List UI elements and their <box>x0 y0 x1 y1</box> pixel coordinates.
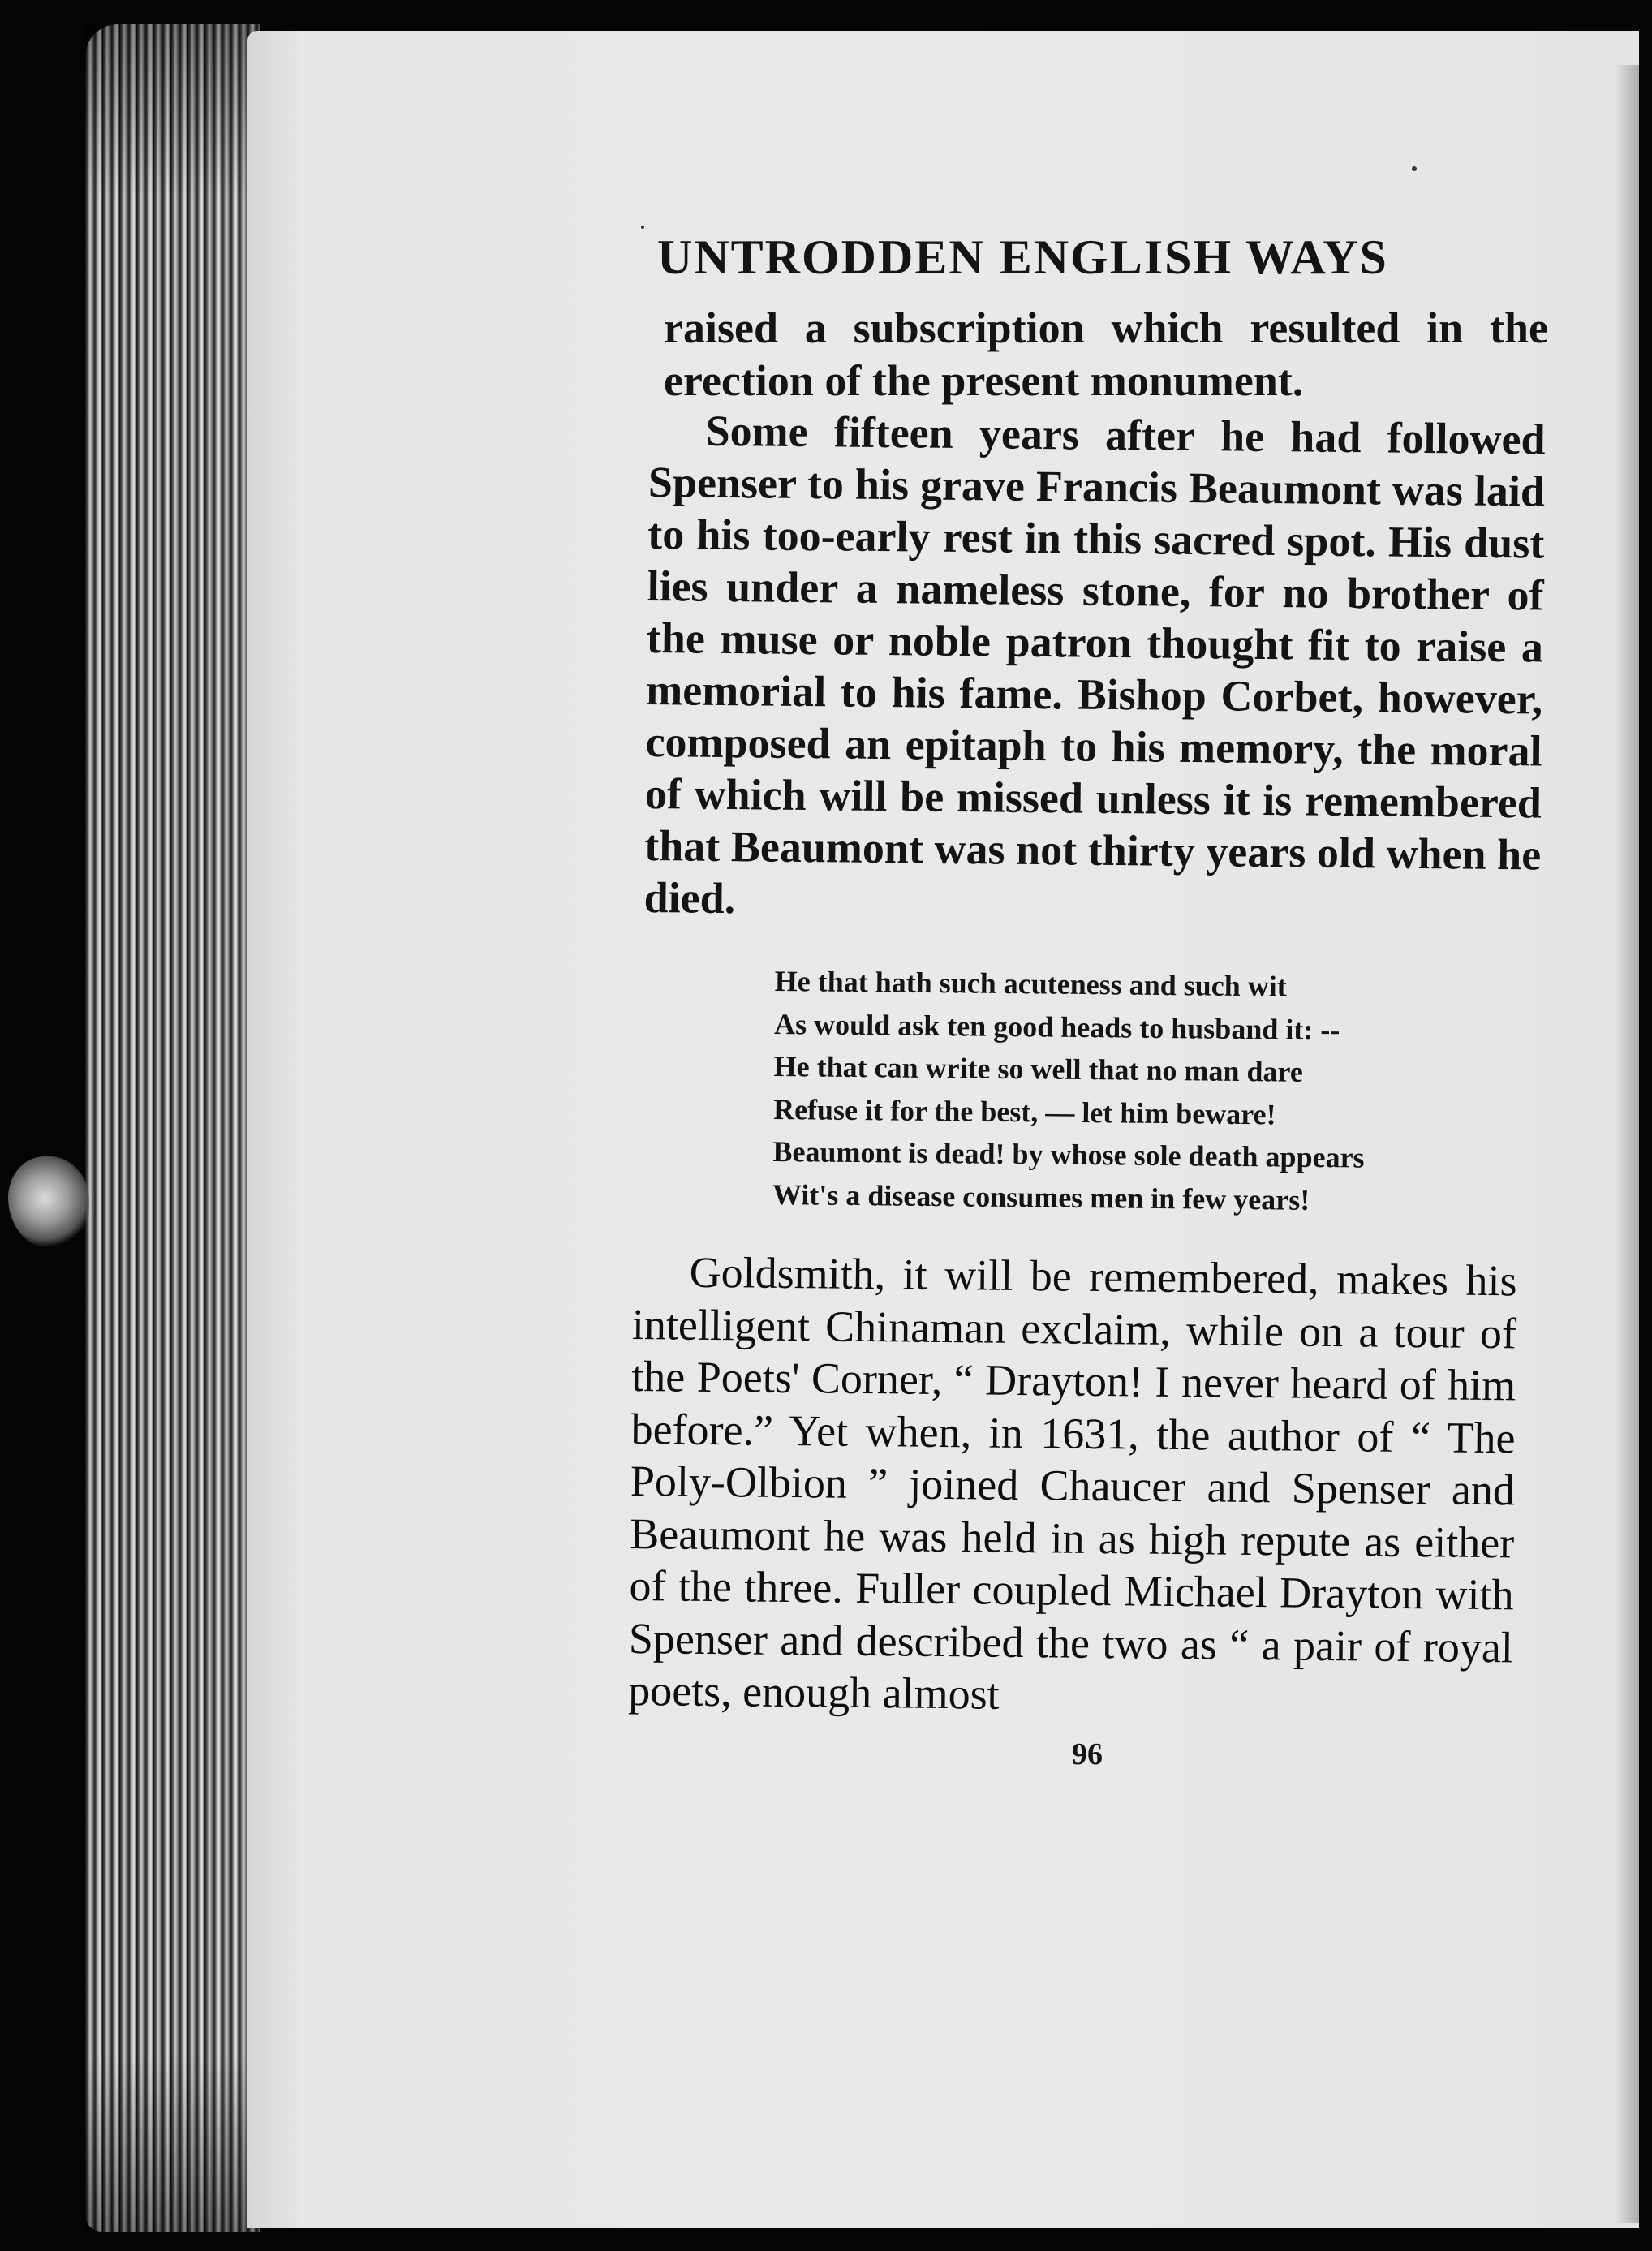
verse-line: Beaumont is dead! by whose sole death appears <box>772 1135 1365 1174</box>
verse-line: He that hath such acuteness and such wit <box>774 964 1287 1003</box>
speck <box>1412 166 1417 171</box>
verse-line: As would ask ten good heads to husband it: -- <box>773 1007 1340 1046</box>
paragraph-drayton-text: Goldsmith, it will be remembered, makes his intelligent Chinaman exclaim, while on a tour of the Poets' Corner, “ Drayton! I never heard of him before.” Yet when, in 1631, the author of “ The Poly-Olbion ” joined Chaucer and Spenser and Beaumont he was held in as high repute as either of the three. Fuller coupled Michael Drayton with Spenser and described the two as “ a pair of royal poets, enough almost <box>627 1247 1517 1719</box>
paragraph-continuation: raised a subscription which resulted in the erection of the present monument. <box>664 303 1548 405</box>
book-page-edges <box>85 24 260 2232</box>
paragraph-drayton <box>628 1246 1517 1726</box>
speck <box>641 226 644 229</box>
verse-line: Wit's a disease consumes men in few years! <box>772 1177 1310 1216</box>
page-number: 96 <box>1072 1737 1103 1771</box>
epitaph-verse <box>772 960 1505 1224</box>
scan-artifact <box>8 1156 89 1250</box>
verse-line: He that can write so well that no man dare <box>773 1050 1304 1089</box>
gutter-shadow <box>1615 65 1639 2223</box>
verse-line: Refuse it for the best, — let him beware! <box>772 1092 1276 1131</box>
running-head: UNTRODDEN ENGLISH WAYS <box>657 230 1388 284</box>
paragraph-beaumont: Some fifteen years after he had followed Spenser to his grave Francis Beaumont was laid to his too-early rest in this sacred spot. His dust lies under a nameless stone, for no brother of the muse or noble patron thought fit to raise a memorial to his fame. Bishop Corbet, however, composed an epitaph to his memory, the moral of which will be missed unless it is remembered that Beaumont was not thirty years old when he died. <box>643 406 1546 923</box>
